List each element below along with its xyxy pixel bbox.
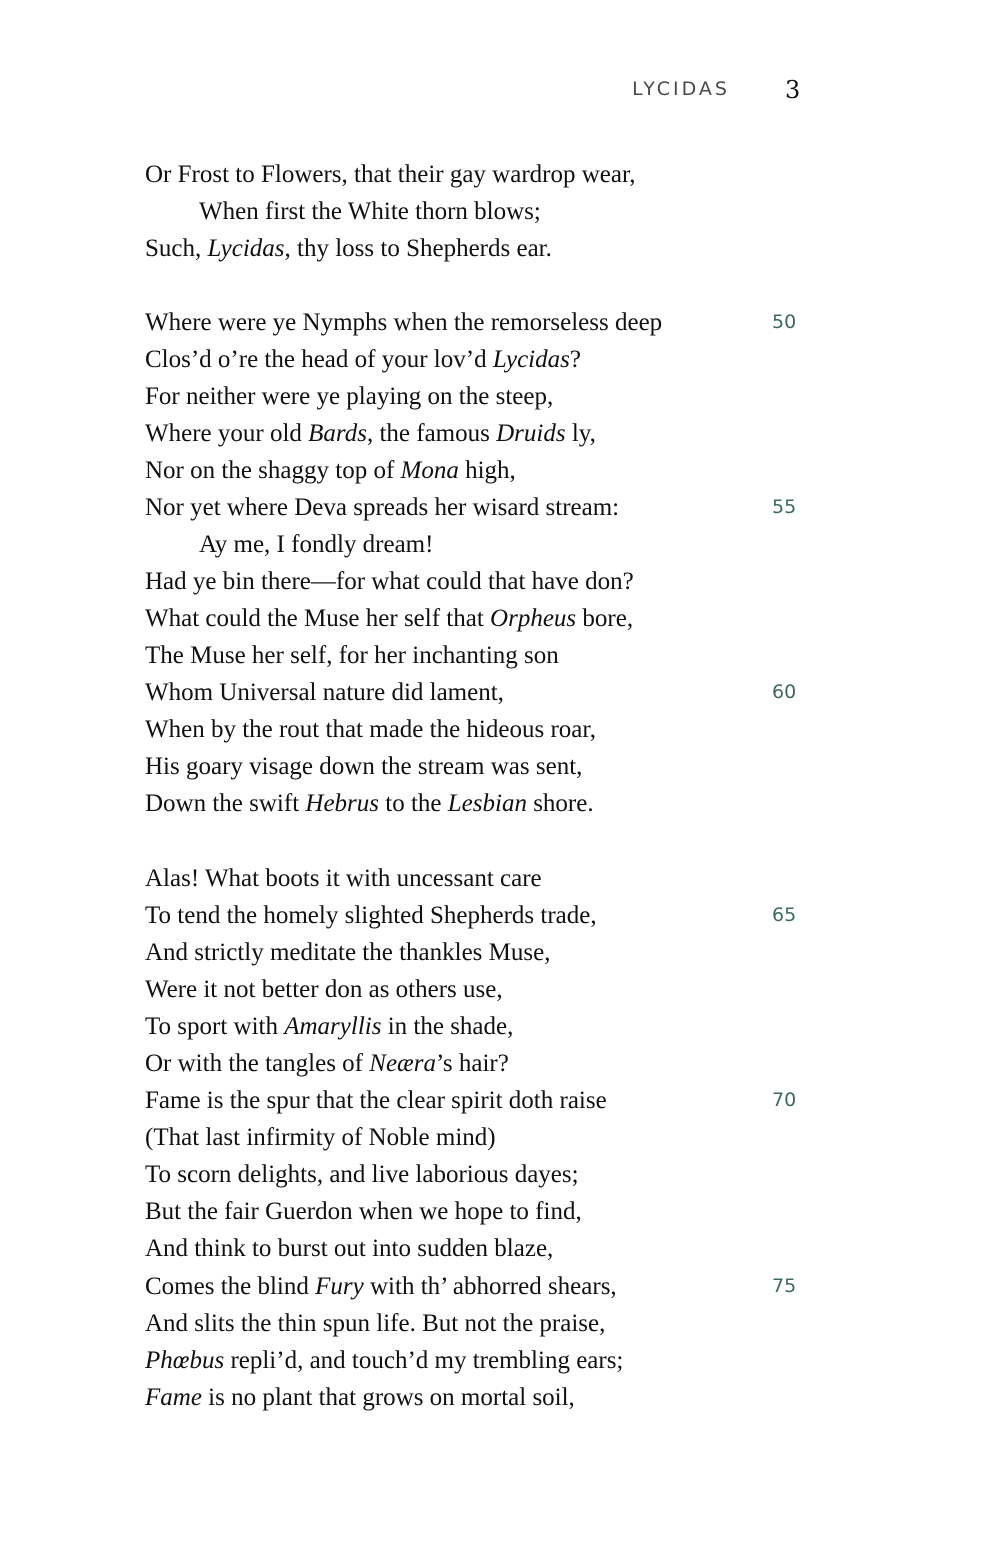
verse-text: To tend the homely slighted Shepherds trade, <box>145 902 597 929</box>
verse-line <box>145 1082 607 1119</box>
verse-text: And slits the thin spun life. But not the praise, <box>145 1310 606 1337</box>
line-number: 75 <box>772 1275 797 1297</box>
line-number: 55 <box>772 496 797 518</box>
verse-line <box>199 193 541 230</box>
verse-line <box>145 230 552 267</box>
verse-text: bore, <box>576 605 634 632</box>
verse-text: high, <box>458 457 516 484</box>
verse-text: The Muse her self, for her inchanting son <box>145 642 559 669</box>
italic-name: Druids <box>496 420 566 447</box>
verse-line <box>145 1193 582 1230</box>
line-number: 50 <box>772 311 797 333</box>
italic-name: Neæra <box>369 1050 436 1077</box>
verse-text: repli’d, and touch’d my trembling ears; <box>224 1347 624 1374</box>
verse-text: When by the rout that made the hideous roar, <box>145 716 596 743</box>
verse-text: to the <box>379 790 448 817</box>
verse-text: in the shade, <box>381 1013 514 1040</box>
verse-line <box>145 156 636 193</box>
italic-name: Bards <box>308 420 367 447</box>
verse-line <box>145 785 594 822</box>
line-number: 60 <box>772 681 797 703</box>
verse-line <box>145 489 619 526</box>
verse-text: What could the Muse her self that <box>145 605 491 632</box>
verse-text: Ay me, I fondly dream! <box>199 531 434 558</box>
verse-text: Whom Universal nature did lament, <box>145 679 504 706</box>
verse-text: Had ye bin there—for what could that have don? <box>145 568 634 595</box>
verse-text: Or Frost to Flowers, that their gay wardrop wear, <box>145 161 636 188</box>
verse-text: When first the White thorn blows; <box>199 198 541 225</box>
verse-text: is no plant that grows on mortal soil, <box>201 1384 575 1411</box>
italic-name: Hebrus <box>305 790 380 817</box>
verse-text: Were it not better don as others use, <box>145 976 503 1003</box>
verse-text: To scorn delights, and live laborious dayes; <box>145 1161 579 1188</box>
verse-line <box>145 415 596 452</box>
verse-text: Comes the blind <box>145 1273 316 1300</box>
verse-text: Such, <box>145 235 208 262</box>
verse-line <box>145 563 634 600</box>
verse-line <box>145 1156 579 1193</box>
italic-name: Fame <box>145 1384 202 1411</box>
verse-text: But the fair Guerdon when we hope to find, <box>145 1198 582 1225</box>
verse-line <box>145 674 504 711</box>
verse-line <box>145 897 597 934</box>
italic-name: Lycidas <box>492 346 570 373</box>
verse-line <box>145 934 550 971</box>
verse-text: Nor on the shaggy top of <box>145 457 401 484</box>
verse-text: And strictly meditate the thankles Muse, <box>145 939 551 966</box>
verse-line <box>145 637 559 674</box>
verse-line <box>199 526 433 563</box>
verse-text: ? <box>569 346 581 373</box>
italic-name: Amaryllis <box>284 1013 382 1040</box>
verse-text: Nor yet where Deva spreads her wisard stream: <box>145 494 620 521</box>
verse-line <box>145 600 633 637</box>
verse-text: with th’ abhorred shears, <box>363 1273 617 1300</box>
verse-text: shore. <box>526 790 594 817</box>
verse-line <box>145 452 516 489</box>
verse-line <box>145 1008 513 1045</box>
verse-text: Down the swift <box>145 790 306 817</box>
line-number: 70 <box>772 1089 797 1111</box>
verse-line <box>145 1268 617 1305</box>
italic-name: Phœbus <box>145 1347 225 1374</box>
italic-name: Fury <box>315 1273 364 1300</box>
verse-line <box>145 711 596 748</box>
verse-text: (That last infirmity of Noble mind) <box>145 1124 496 1151</box>
verse-text: Alas! What boots it with uncessant care <box>145 865 542 892</box>
verse-text: Or with the tangles of <box>145 1050 370 1077</box>
verse-text: ly, <box>565 420 596 447</box>
line-number: 65 <box>772 904 797 926</box>
verse-text: Fame is the spur that the clear spirit doth raise <box>145 1087 607 1114</box>
page-number: 3 <box>785 76 801 104</box>
verse-text: , thy loss to Shepherds ear. <box>284 235 552 262</box>
verse-line <box>145 1045 509 1082</box>
verse-text: Clos’d o’re the head of your lov’d <box>145 346 493 373</box>
verse-text: ’s hair? <box>435 1050 509 1077</box>
verse-text: His goary visage down the stream was sent, <box>145 753 583 780</box>
verse-line <box>145 1119 496 1156</box>
verse-line <box>145 971 503 1008</box>
italic-name: Lesbian <box>447 790 527 817</box>
italic-name: Orpheus <box>490 605 577 632</box>
verse-line <box>145 1230 553 1267</box>
verse-text: , the famous <box>366 420 497 447</box>
italic-name: Mona <box>400 457 459 484</box>
verse-line <box>145 378 553 415</box>
verse-line <box>145 341 581 378</box>
verse-line <box>145 1305 605 1342</box>
verse-text: Where your old <box>145 420 309 447</box>
running-title: LYCIDAS <box>632 78 730 100</box>
verse-text: Where were ye Nymphs when the remorseless deep <box>145 309 663 336</box>
verse-text: And think to burst out into sudden blaze, <box>145 1235 554 1262</box>
verse-line <box>145 748 582 785</box>
verse-line <box>145 1379 575 1416</box>
running-head <box>0 72 1000 112</box>
verse-line <box>145 860 542 897</box>
verse-text: To sport with <box>145 1013 285 1040</box>
verse-text: For neither were ye playing on the steep, <box>145 383 554 410</box>
verse-line <box>145 304 662 341</box>
italic-name: Lycidas <box>207 235 285 262</box>
verse-line <box>145 1342 623 1379</box>
